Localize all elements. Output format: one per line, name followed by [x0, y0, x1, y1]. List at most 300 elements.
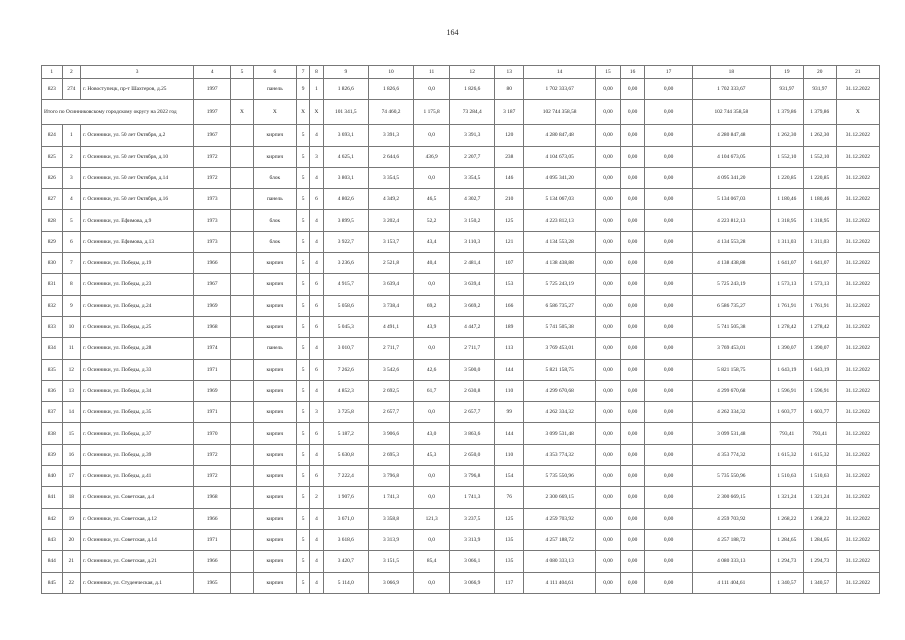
- table-cell: 189: [495, 316, 524, 337]
- table-cell: 793,41: [770, 423, 803, 444]
- table-cell: 135: [495, 551, 524, 572]
- table-cell: 6: [310, 189, 323, 210]
- total-label: Итого по Осинниковскому городскому округу на 2022 год: [42, 100, 194, 125]
- table-cell: 3 671,0: [323, 508, 368, 529]
- table-cell: 1 268,22: [803, 508, 836, 529]
- table-cell: 3 769 453,01: [692, 338, 770, 359]
- table-cell: 42,6: [414, 359, 450, 380]
- table-cell: 0,00: [596, 79, 621, 100]
- table-cell: 0,00: [645, 572, 692, 593]
- table-row: [42, 338, 880, 359]
- table-cell: 0,00: [620, 529, 645, 550]
- table-cell: 4 447,2: [450, 316, 495, 337]
- table-cell: 166: [495, 295, 524, 316]
- table-cell: 3 639,4: [368, 274, 413, 295]
- table-cell: 0,00: [645, 253, 692, 274]
- table-cell: 5: [296, 316, 309, 337]
- table-cell: 0,00: [645, 423, 692, 444]
- table-cell: 4 299 670,68: [692, 380, 770, 401]
- table-cell: 826: [42, 167, 63, 188]
- table-cell: [231, 508, 254, 529]
- table-cell: 4 299 670,68: [524, 380, 596, 401]
- table-cell: 31.12.2022: [836, 508, 879, 529]
- table-cell: 0,00: [645, 167, 692, 188]
- table-cell: 6: [310, 466, 323, 487]
- table-cell: 5 725 243,19: [524, 274, 596, 295]
- total-cell: 0,00: [620, 100, 645, 125]
- table-cell: 5 735 550,96: [524, 466, 596, 487]
- table-cell: 4 852,3: [323, 380, 368, 401]
- table-cell: 3 151,5: [368, 551, 413, 572]
- table-cell: 1 552,10: [803, 146, 836, 167]
- table-cell: 0,00: [620, 338, 645, 359]
- table-cell: 4 262 334,32: [692, 402, 770, 423]
- table-cell: 0,00: [620, 189, 645, 210]
- table-cell: 830: [42, 253, 63, 274]
- table-cell: 843: [42, 529, 63, 550]
- table-cell: 99: [495, 402, 524, 423]
- table-cell: 110: [495, 380, 524, 401]
- table-cell: 1966: [194, 508, 231, 529]
- table-cell: 1 741,3: [368, 487, 413, 508]
- table-cell: 5: [296, 125, 309, 146]
- table-cell: 4 915,7: [323, 274, 368, 295]
- table-cell: 2 692,5: [368, 380, 413, 401]
- address-cell: г. Осинники, ул. Студенческая, д.1: [81, 572, 194, 593]
- table-cell: 3 354,5: [450, 167, 495, 188]
- table-cell: [231, 338, 254, 359]
- table-cell: 2 657,7: [450, 402, 495, 423]
- table-row: [42, 508, 880, 529]
- table-cell: [231, 402, 254, 423]
- table-cell: 4: [62, 189, 81, 210]
- table-cell: кирпич: [253, 508, 296, 529]
- address-cell: г. Осинники, ул. 50 лет Октября, д.14: [81, 167, 194, 188]
- table-cell: 5: [296, 402, 309, 423]
- table-row: [42, 423, 880, 444]
- table-cell: 1 596,91: [803, 380, 836, 401]
- table-cell: 0,00: [620, 210, 645, 231]
- table-cell: 4 223 812,13: [692, 210, 770, 231]
- table-cell: кирпич: [253, 146, 296, 167]
- table-cell: 210: [495, 189, 524, 210]
- table-cell: 3 354,5: [368, 167, 413, 188]
- table-row: [42, 79, 880, 100]
- table-cell: кирпич: [253, 295, 296, 316]
- table-cell: 1968: [194, 487, 231, 508]
- table-cell: 31.12.2022: [836, 189, 879, 210]
- table-cell: 0,00: [620, 551, 645, 572]
- table-cell: 3 066,9: [450, 572, 495, 593]
- table-cell: 45,3: [414, 444, 450, 465]
- table-cell: кирпич: [253, 253, 296, 274]
- table-cell: 3 313,9: [450, 529, 495, 550]
- table-cell: 3 236,6: [323, 253, 368, 274]
- table-cell: 6 586 735,27: [692, 295, 770, 316]
- address-cell: г. Осинники, ул. Победы, д.37: [81, 423, 194, 444]
- table-cell: 844: [42, 551, 63, 572]
- table-cell: 31.12.2022: [836, 402, 879, 423]
- table-cell: [231, 253, 254, 274]
- table-row: [42, 572, 880, 593]
- table-cell: 5 725 243,19: [692, 274, 770, 295]
- table-cell: 0,00: [620, 274, 645, 295]
- table-cell: 15: [62, 423, 81, 444]
- total-cell: X: [253, 100, 296, 125]
- table-cell: 0,00: [596, 125, 621, 146]
- table-cell: 3 391,3: [368, 125, 413, 146]
- table-cell: [231, 167, 254, 188]
- table-cell: 4: [310, 210, 323, 231]
- table-cell: 153: [495, 274, 524, 295]
- table-cell: 0,00: [645, 402, 692, 423]
- table-cell: 31.12.2022: [836, 572, 879, 593]
- table-cell: 3 803,1: [323, 167, 368, 188]
- table-cell: 19: [62, 508, 81, 529]
- table-cell: 31.12.2022: [836, 338, 879, 359]
- table-cell: 31.12.2022: [836, 380, 879, 401]
- table-cell: 31.12.2022: [836, 274, 879, 295]
- table-cell: 238: [495, 146, 524, 167]
- table-cell: 823: [42, 79, 63, 100]
- table-cell: 0,00: [596, 189, 621, 210]
- table-cell: 0,00: [645, 380, 692, 401]
- table-cell: 61,7: [414, 380, 450, 401]
- table-cell: 1 643,19: [770, 359, 803, 380]
- table-cell: 0,00: [645, 295, 692, 316]
- table-cell: 31.12.2022: [836, 210, 879, 231]
- table-cell: 825: [42, 146, 63, 167]
- table-cell: 113: [495, 338, 524, 359]
- table-cell: 3: [310, 146, 323, 167]
- table-cell: 1967: [194, 274, 231, 295]
- table-cell: 0,00: [596, 572, 621, 593]
- table-cell: 4 280 847,48: [692, 125, 770, 146]
- table-row: [42, 402, 880, 423]
- column-number-cell: 4: [194, 66, 231, 79]
- address-cell: г. Осинники, ул. Победы, д.28: [81, 338, 194, 359]
- table-cell: кирпич: [253, 359, 296, 380]
- table-cell: 0,00: [645, 444, 692, 465]
- table-cell: [231, 79, 254, 100]
- total-row: [42, 100, 880, 125]
- table-cell: 0,00: [596, 231, 621, 252]
- total-cell: 102 744 358,58: [692, 100, 770, 125]
- table-cell: 3: [62, 167, 81, 188]
- table-cell: 2 695,3: [368, 444, 413, 465]
- table-cell: 2 711,7: [368, 338, 413, 359]
- table-cell: 31.12.2022: [836, 359, 879, 380]
- table-cell: 1 311,03: [770, 231, 803, 252]
- table-cell: 845: [42, 572, 63, 593]
- table-cell: 9: [62, 295, 81, 316]
- table-cell: 1 510,63: [803, 466, 836, 487]
- table-cell: 135: [495, 529, 524, 550]
- table-cell: кирпич: [253, 487, 296, 508]
- table-cell: 1 826,6: [323, 79, 368, 100]
- table-cell: 4 111 404,61: [692, 572, 770, 593]
- table-cell: 0,00: [620, 444, 645, 465]
- table-cell: 3 725,8: [323, 402, 368, 423]
- column-number-cell: 18: [692, 66, 770, 79]
- table-cell: 125: [495, 210, 524, 231]
- table-cell: 4: [310, 125, 323, 146]
- table-cell: 125: [495, 508, 524, 529]
- table-cell: 0,00: [620, 79, 645, 100]
- address-cell: г. Осинники, ул. 50 лет Октября, д.2: [81, 125, 194, 146]
- total-cell: X: [296, 100, 309, 125]
- table-cell: 1972: [194, 146, 231, 167]
- table-cell: 0,00: [645, 338, 692, 359]
- table-cell: 18: [62, 487, 81, 508]
- table-cell: 1 340,57: [803, 572, 836, 593]
- table-cell: кирпич: [253, 316, 296, 337]
- table-cell: 842: [42, 508, 63, 529]
- table-cell: 4: [310, 444, 323, 465]
- column-number-cell: 9: [323, 66, 368, 79]
- table-cell: 0,00: [620, 423, 645, 444]
- address-cell: г. Осинники, ул. Победы, д.23: [81, 274, 194, 295]
- table-cell: [231, 551, 254, 572]
- table-cell: 5: [296, 508, 309, 529]
- table-cell: 5 058,6: [323, 295, 368, 316]
- address-cell: г. Осинники, ул. Советская, д.21: [81, 551, 194, 572]
- table-cell: 0,00: [620, 402, 645, 423]
- table-cell: 0,00: [645, 487, 692, 508]
- table-cell: [231, 146, 254, 167]
- table-cell: 1 573,13: [803, 274, 836, 295]
- table-cell: 1 294,73: [803, 551, 836, 572]
- table-cell: 3 618,6: [323, 529, 368, 550]
- table-row: [42, 551, 880, 572]
- total-cell: 102 744 358,58: [524, 100, 596, 125]
- table-cell: 4: [310, 253, 323, 274]
- table-cell: 14: [62, 402, 81, 423]
- table-cell: кирпич: [253, 572, 296, 593]
- table-cell: 0,00: [596, 274, 621, 295]
- table-cell: 6: [310, 423, 323, 444]
- table-cell: 0,00: [645, 274, 692, 295]
- table-cell: [231, 316, 254, 337]
- table-cell: 31.12.2022: [836, 316, 879, 337]
- table-cell: 0,00: [645, 210, 692, 231]
- table-cell: 1 321,24: [803, 487, 836, 508]
- table-cell: 0,00: [620, 487, 645, 508]
- table-cell: 0,00: [620, 572, 645, 593]
- table-cell: 1 643,19: [803, 359, 836, 380]
- table-cell: 1 741,3: [450, 487, 495, 508]
- column-number-cell: 20: [803, 66, 836, 79]
- table-cell: 76: [495, 487, 524, 508]
- table-cell: 5: [296, 423, 309, 444]
- table-cell: 1 268,22: [770, 508, 803, 529]
- table-cell: [231, 529, 254, 550]
- column-number-cell: 21: [836, 66, 879, 79]
- table-cell: 31.12.2022: [836, 125, 879, 146]
- total-cell: 101 341,5: [323, 100, 368, 125]
- table-cell: 121,3: [414, 508, 450, 529]
- table-cell: кирпич: [253, 529, 296, 550]
- table-cell: 3 769 453,01: [524, 338, 596, 359]
- column-number-cell: 1: [42, 66, 63, 79]
- table-cell: 5: [296, 167, 309, 188]
- table-cell: 1 702 333,67: [524, 79, 596, 100]
- table-cell: 6: [310, 274, 323, 295]
- table-cell: 2 630,8: [450, 380, 495, 401]
- column-number-cell: 12: [450, 66, 495, 79]
- table-cell: блок: [253, 167, 296, 188]
- table-cell: 5 187,2: [323, 423, 368, 444]
- address-cell: г. Осинники, ул. Победы, д.25: [81, 316, 194, 337]
- address-cell: г. Осинники, ул. Ефимова, д.9: [81, 210, 194, 231]
- table-cell: 4: [310, 529, 323, 550]
- address-cell: г. Осинники, ул. Победы, д.35: [81, 402, 194, 423]
- table-cell: 6: [62, 231, 81, 252]
- table-cell: 1 340,57: [770, 572, 803, 593]
- column-number-cell: 19: [770, 66, 803, 79]
- table-cell: 4 138 438,88: [692, 253, 770, 274]
- total-cell: X: [836, 100, 879, 125]
- table-cell: 1 284,65: [803, 529, 836, 550]
- table-cell: 1 311,03: [803, 231, 836, 252]
- table-cell: 4 302,7: [450, 189, 495, 210]
- table-cell: 0,0: [414, 466, 450, 487]
- table-cell: 11: [62, 338, 81, 359]
- table-row: [42, 359, 880, 380]
- table-cell: 3 150,2: [450, 210, 495, 231]
- address-cell: г. Осинники, ул. Победы, д.39: [81, 444, 194, 465]
- table-cell: 1972: [194, 466, 231, 487]
- table-cell: 1 761,91: [770, 295, 803, 316]
- table-cell: 5: [296, 231, 309, 252]
- table-cell: 5: [296, 466, 309, 487]
- table-cell: кирпич: [253, 466, 296, 487]
- table-cell: 0,00: [620, 167, 645, 188]
- table-cell: 5: [296, 487, 309, 508]
- table-cell: 4: [310, 572, 323, 593]
- table-cell: 6: [310, 359, 323, 380]
- table-cell: 0,00: [596, 444, 621, 465]
- table-cell: 117: [495, 572, 524, 593]
- total-cell: 1997: [194, 100, 231, 125]
- table-cell: 0,00: [596, 316, 621, 337]
- table-cell: 838: [42, 423, 63, 444]
- table-cell: 4 104 673,05: [524, 146, 596, 167]
- table-cell: 1 603,77: [803, 402, 836, 423]
- table-cell: [231, 295, 254, 316]
- column-number-cell: 17: [645, 66, 692, 79]
- table-cell: 5: [296, 189, 309, 210]
- table-cell: 0,00: [596, 402, 621, 423]
- table-cell: 7: [62, 253, 81, 274]
- table-cell: 0,0: [414, 79, 450, 100]
- table-cell: 831: [42, 274, 63, 295]
- table-cell: 0,00: [620, 146, 645, 167]
- table-cell: 4 802,6: [323, 189, 368, 210]
- table-cell: 121: [495, 231, 524, 252]
- table-cell: 1 390,07: [803, 338, 836, 359]
- table-cell: 5: [296, 274, 309, 295]
- page-number: 164: [446, 28, 459, 37]
- table-cell: 4: [310, 508, 323, 529]
- table-cell: 0,00: [596, 210, 621, 231]
- table-cell: 5: [296, 380, 309, 401]
- total-cell: 1 175,8: [414, 100, 450, 125]
- table-cell: 2 300 669,15: [692, 487, 770, 508]
- table-cell: 4 095 341,20: [524, 167, 596, 188]
- table-cell: 5: [296, 338, 309, 359]
- table-cell: 0,00: [645, 79, 692, 100]
- address-cell: г. Осинники, ул. Советская, д.14: [81, 529, 194, 550]
- table-cell: 120: [495, 125, 524, 146]
- table-cell: 0,00: [620, 125, 645, 146]
- table-cell: 5: [296, 295, 309, 316]
- table-cell: 2 207,7: [450, 146, 495, 167]
- table-cell: 31.12.2022: [836, 487, 879, 508]
- table-cell: 0,00: [596, 423, 621, 444]
- table-cell: 4: [310, 380, 323, 401]
- table-cell: 0,00: [620, 466, 645, 487]
- column-number-cell: 2: [62, 66, 81, 79]
- table-cell: 1 552,10: [770, 146, 803, 167]
- table-cell: 3 899,5: [323, 210, 368, 231]
- table-cell: 827: [42, 189, 63, 210]
- table-row: [42, 444, 880, 465]
- table-cell: 1966: [194, 551, 231, 572]
- table-cell: 4 138 438,88: [524, 253, 596, 274]
- table-cell: 1974: [194, 338, 231, 359]
- table-cell: 0,00: [596, 487, 621, 508]
- table-cell: 0,0: [414, 274, 450, 295]
- table-cell: 0,0: [414, 487, 450, 508]
- table-cell: 3 500,0: [450, 359, 495, 380]
- table-cell: [231, 466, 254, 487]
- table-cell: 40,4: [414, 253, 450, 274]
- table-cell: 4 134 553,28: [692, 231, 770, 252]
- table-cell: 1972: [194, 444, 231, 465]
- table-cell: 1973: [194, 231, 231, 252]
- table-cell: 1967: [194, 125, 231, 146]
- table-cell: 0,0: [414, 529, 450, 550]
- column-number-cell: 6: [253, 66, 296, 79]
- table-cell: 31.12.2022: [836, 167, 879, 188]
- table-cell: 22: [62, 572, 81, 593]
- table-cell: 4 095 341,20: [692, 167, 770, 188]
- table-cell: 834: [42, 338, 63, 359]
- table-cell: 0,00: [645, 529, 692, 550]
- table-cell: 1965: [194, 572, 231, 593]
- table-cell: 0,00: [620, 253, 645, 274]
- table-cell: 9: [296, 79, 309, 100]
- total-cell: 1 379,86: [770, 100, 803, 125]
- total-cell: X: [310, 100, 323, 125]
- table-cell: 1 318,95: [803, 210, 836, 231]
- column-number-cell: 13: [495, 66, 524, 79]
- table-cell: 0,00: [645, 551, 692, 572]
- table-cell: 824: [42, 125, 63, 146]
- table-cell: 6: [310, 316, 323, 337]
- table-cell: 43,9: [414, 316, 450, 337]
- table-cell: 3 738,4: [368, 295, 413, 316]
- table-cell: 2 481,4: [450, 253, 495, 274]
- table-cell: 1971: [194, 402, 231, 423]
- table-cell: 0,00: [620, 231, 645, 252]
- column-number-cell: 10: [368, 66, 413, 79]
- table-cell: 1973: [194, 210, 231, 231]
- table-cell: 4: [310, 338, 323, 359]
- register-table: [41, 65, 880, 594]
- table-cell: 0,00: [620, 359, 645, 380]
